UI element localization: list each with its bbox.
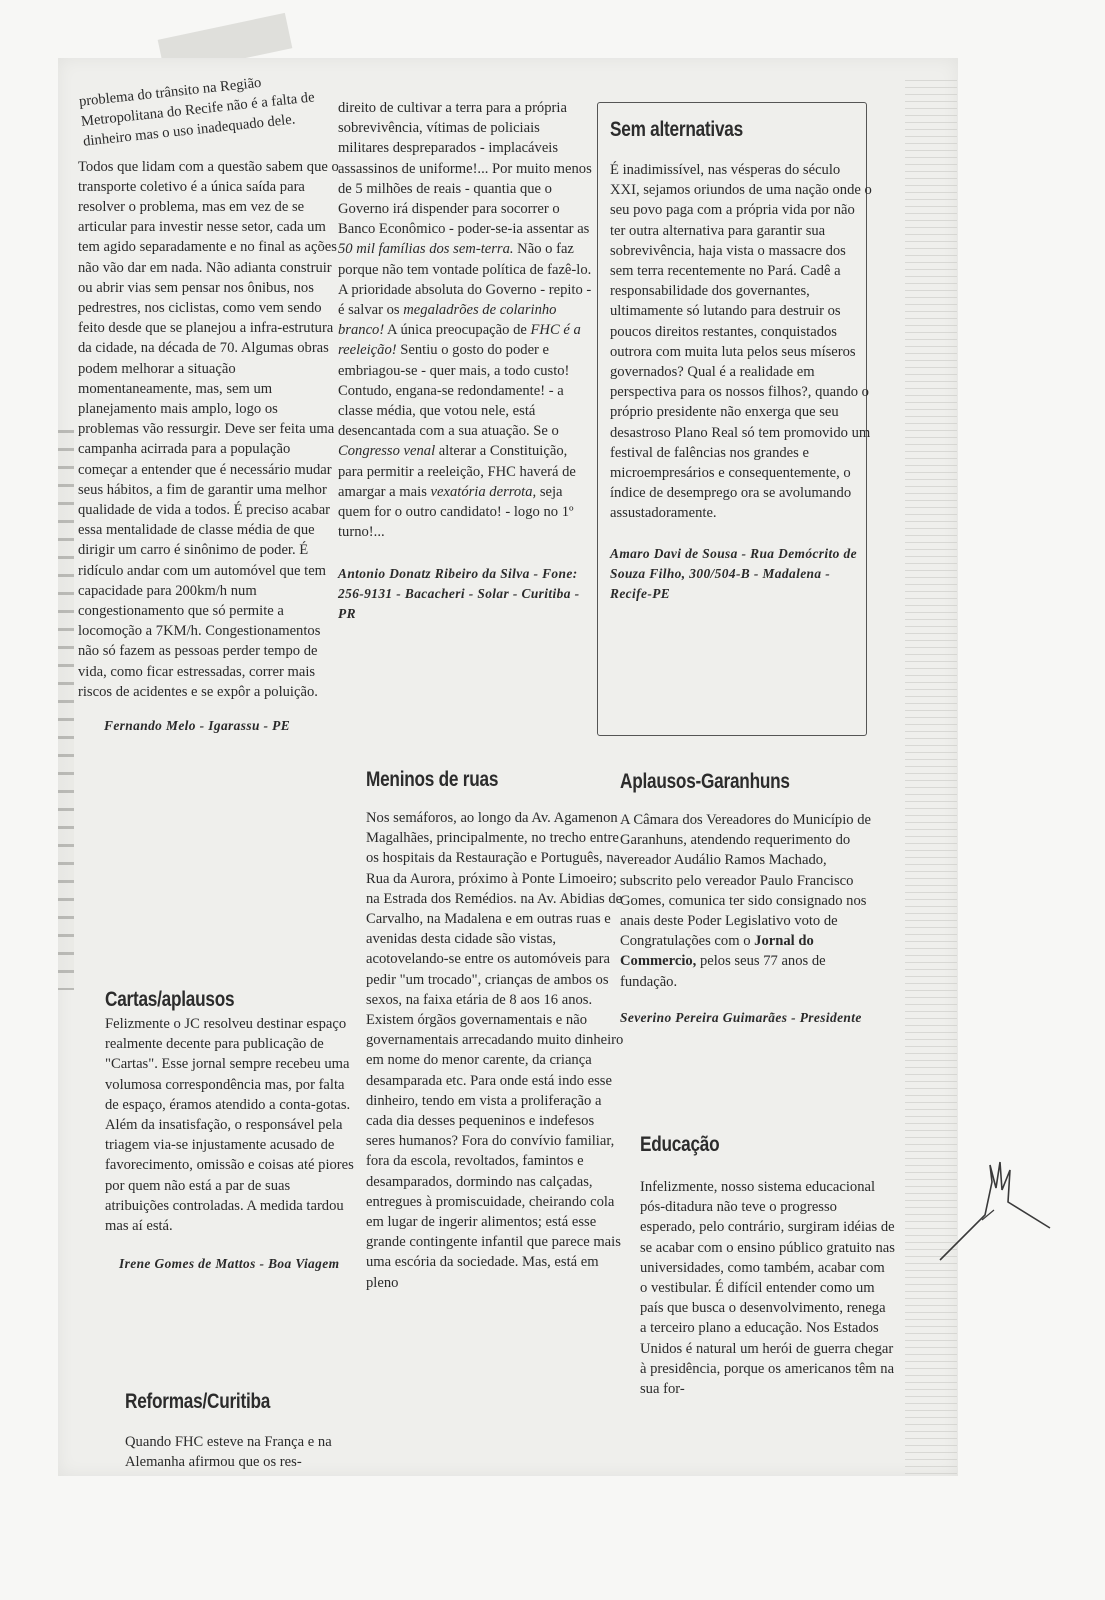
letter-reformas-title: Reformas/Curitiba — [125, 1390, 271, 1413]
text-run: A Câmara dos Vereadores do Município de Garanhuns, atendendo requerimento do vereador Audálio Ramos Machado, subscrito pelo vereador Paulo Francisco Gomes, comunica ter sido consignado nos anais deste Poder Legislativo voto de Congratulações com o — [620, 812, 872, 950]
text-run-bold: Jornal do Commercio, — [620, 933, 814, 970]
letter-sem-alternativas-signature: Amaro Davi de Sousa - Rua Demócrito de Souza Filho, 300/504-B - Madalena - Recife-PE — [610, 545, 857, 601]
letter-sem-alternativas-title: Sem alternativas — [610, 118, 743, 141]
text-run: Não o faz porque não tem vontade política de fazê-lo. A prioridade absoluta do Governo - repito - é salvar os — [338, 241, 592, 319]
letter-aplausos-garanhuns-body — [620, 810, 882, 992]
letter-educacao-body: Infelizmente, nosso sistema educacional pós-ditadura não teve o progresso esperado, pelo contrário, surgiram idéias de se acabar com o ensino público gratuito nas universidades, como também, acabar com o vestibular. É difícil entender como um país que busca o desenvolvimento, renega a terceiro plano a educação. Nos Estados Unidos é natural um herói de guerra chegar à presidência, porque os americanos têm na sua for- — [640, 1179, 895, 1398]
letter-aplausos-garanhuns-title: Aplausos-Garanhuns — [620, 770, 790, 793]
letter-transito-lead: problema do trânsito na Região Metropolitana do Recife não é a falta de dinheiro mas o uso inadequado dele. — [78, 74, 316, 151]
letter-sem-alternativas — [610, 118, 872, 604]
text-run-italic: FHC é a reeleição! — [338, 322, 581, 359]
letter-meninos-body: Nos semáforos, ao longo da Av. Agamenon Magalhães, principalmente, no trecho entre os hospitais da Restauração e Português, na Rua da Aurora, próximo à Ponte Limoeiro; na Estrada dos Remédios. na Av. Abidias de Carvalho, na Madalena e em outras ruas e avenidas desta cidade são vistas, acotovelando-se entre os automóveis para pedir "um trocado", crianças de ambos os sexos, na faixa etária de 8 aos 16 anos. Existem órgãos governamentais e não governamentais arrecadando muito dinheiro em nome do menor carente, da criança desamparada etc. Para onde está indo esse dinheiro, tendo em vista a proliferação a cada dia desses pequeninos e indefesos seres humanos? Fora do convívio familiar, fora da escola, revoltados, famintos e desamparados, dormindo nas calçadas, entregues à promiscuidade, cheirando cola em lugar de ingerir alimentos; está esse grande contingente infantil que parece mais uma escória da sociedade. Mas, está em pleno — [366, 810, 624, 1291]
letter-educacao — [640, 1133, 895, 1399]
letter-educacao-title: Educação — [640, 1133, 720, 1156]
text-run-italic: Congresso venal — [338, 443, 436, 460]
text-run: alterar a Constituição, para permitir a reeleição, FHC haverá de amargar a mais — [338, 443, 576, 500]
letter-cartas-aplausos — [105, 988, 355, 1274]
letter-sem-terra — [338, 98, 594, 624]
text-run: pelos seus 77 anos de fundação. — [620, 953, 826, 990]
text-run-italic: 50 mil famílias dos sem-terra. — [338, 241, 514, 258]
letter-reformas-body: Quando FHC esteve na França e na Alemanha afirmou que os res- — [125, 1434, 332, 1471]
letter-sem-terra-signature: Antonio Donatz Ribeiro da Silva - Fone: 256-9131 - Bacacheri - Solar - Curitiba - PR — [338, 566, 580, 622]
letter-meninos-title: Meninos de ruas — [366, 768, 499, 791]
letter-transito-body: Todos que lidam com a questão sabem que o transporte coletivo é a única saída para resolver o problema, mas em vez de se articular para investir nesse setor, cada um tem agido separadamente e no final as ações não vão dar em nada. Não adianta construir ou abrir vias sem pensar nos ônibus, nos pedrestres, nos ciclistas, como vem sendo feito desde que se planejou a infra-estrutura da cidade, na década de 70. Algumas obras podem melhorar a situação momentaneamente, mas, sem um planejamento mais amplo, logo os problemas vão ressurgir. Deve ser feita uma campanha acirrada para a população começar a entender que é necessário mudar seus hábitos, a fim de garantir uma melhor qualidade de vida a todos. É preciso acabar essa mentalidade de classe média de que dirigir um carro é sinônimo de poder. É ridículo andar com um automóvel que tem capacidade para 200km/h num congestionamento que só permite a locomoção a 7KM/h. Congestionamentos não só fazem as pessoas perder tempo de vida, como ficar estressadas, correr mais riscos de acidentes e se expôr a poluição. — [78, 158, 339, 700]
letter-cartas-aplausos-signature: Irene Gomes de Mattos - Boa Viagem — [119, 1256, 340, 1272]
letter-transito — [78, 74, 342, 736]
letter-meninos — [366, 768, 626, 1293]
adjacent-page-edge — [58, 430, 74, 990]
letter-transito-signature: Fernando Melo - Igarassu - PE — [104, 718, 291, 734]
text-run: Sentiu o gosto do poder e embriagou-se - quer mais, a todo custo! Contudo, engana-se redondamente! - a classe média, que votou nele, está desencantada com a sua atuação. Se o — [338, 342, 570, 440]
letter-sem-alternativas-body: É inadimissível, nas vésperas do século XXI, sejamos oriundos de uma nação onde o seu povo paga com a própria vida por não ter outra alternativa para garantir sua sobrevivência, haja vista o massacre dos sem terra recentemente no Pará. Cadê a responsabilidade dos governantes, ultimamente só lutando para destruir os poucos direitos restantes, conquistados outrora com muita luta pelos seus míseros governados? Qual é a realidade em perspectiva para os nossos filhos?, quando o próprio presidente não enxerga que seu desastroso Plano Real só tem promovido um festival de falências nos grandes e microempresários e consequentemente, o índice de desemprego ora se avolumando assustadoramente. — [610, 162, 872, 522]
letter-aplausos-garanhuns — [620, 770, 882, 1028]
letter-aplausos-garanhuns-signature: Severino Pereira Guimarães - Presidente — [620, 1009, 862, 1025]
text-run: A única preocupação de — [384, 322, 531, 339]
text-run: seja quem for o outro candidato! - logo no 1º turno!... — [338, 483, 574, 541]
text-run: direito de cultivar a terra para a própria sobrevivência, vítimas de policiais militares despreparados - implacáveis assassinos de uniforme!... Por muito menos de 5 milhões de reais - quantia que o Governo irá dispender para socorrer o Banco Econômico - poder-se-ia assentar as — [338, 100, 592, 238]
text-run-italic: megaladrões de colarinho branco! — [338, 302, 557, 339]
pen-scribble-mark — [930, 1110, 1060, 1270]
letter-sem-terra-body — [338, 98, 594, 542]
letter-reformas — [125, 1390, 375, 1472]
letter-cartas-aplausos-body: Felizmente o JC resolveu destinar espaço realmente decente para publicação de "Cartas". Esse jornal sempre recebeu uma volumosa correspondência mas, por falta de espaço, éramos atendido a conta-gotas. Além da insatisfação, o responsável pela triagem via-se injustamente acusado de favorecimento, omissão e coisas até piores por quem não está a par de suas atribuições controladas. A medida tardou mas aí está. — [105, 1016, 354, 1235]
text-run-italic: vexatória derrota, — [430, 483, 537, 500]
letter-cartas-aplausos-title: Cartas/aplausos — [105, 988, 235, 1011]
